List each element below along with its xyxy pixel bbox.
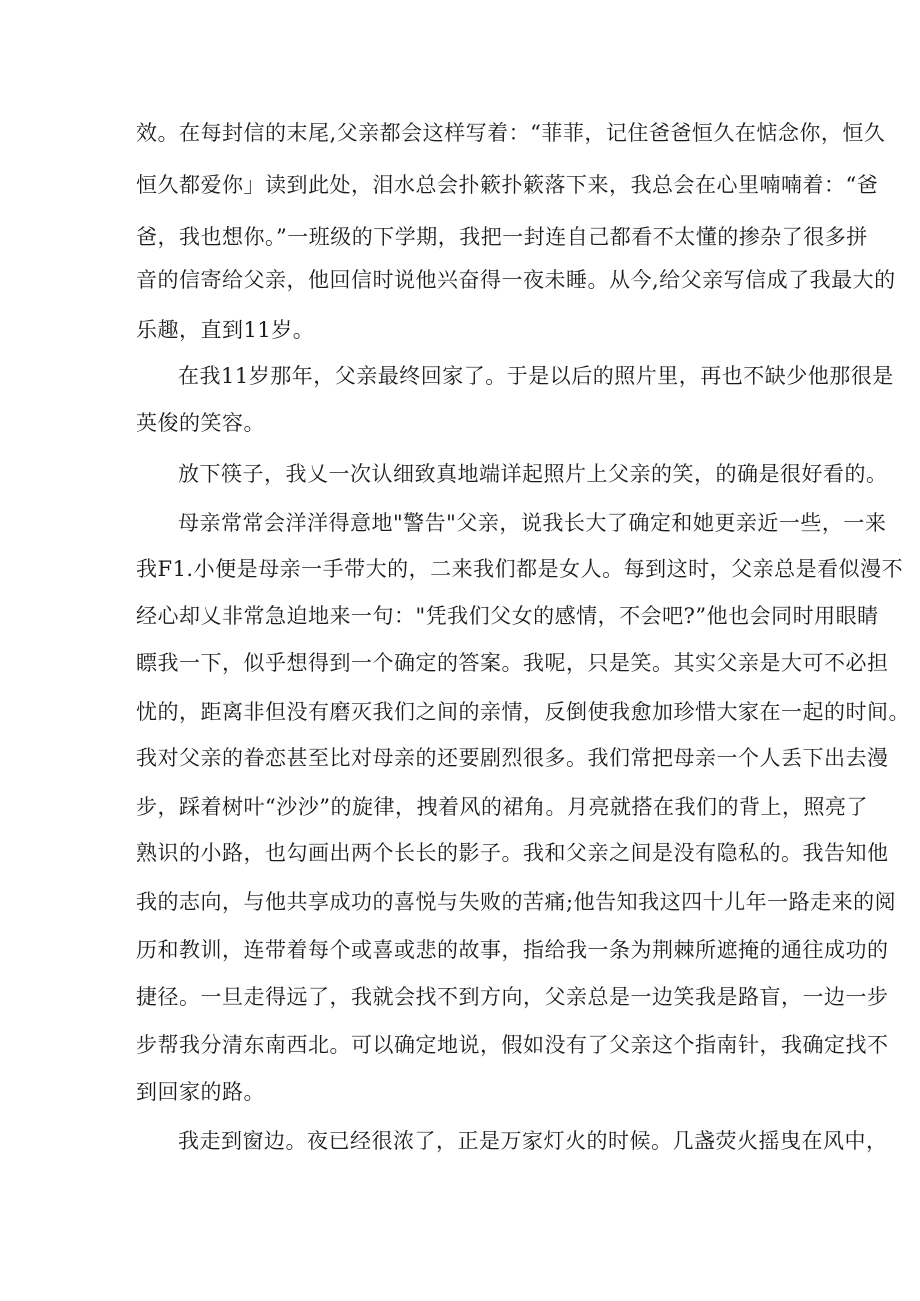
text-line: 爸，我也想你。”一班级的下学期，我把一封连自己都看不太懂的掺杂了很多拼 (136, 225, 868, 249)
text-line: 我F1.小便是母亲一手带大的，二来我们都是女人。每到这时，父亲总是看似漫不 (136, 557, 904, 581)
text-line: 捷径。一旦走得远了，我就会找不到方向，父亲总是一边笑我是路盲，一边一步 (136, 985, 889, 1009)
text-line: 经心却乂非常急迫地来一句："凭我们父女的感情，不会吧?”他也会同时用眼睛 (136, 604, 879, 628)
text-line: 我的志向，与他共享成功的喜悦与失败的苦痛;他告知我这四十儿年一路走来的阅 (136, 890, 897, 914)
text-line: 步，踩着树叶“沙沙”的旋律，拽着风的裙角。月亮就搭在我们的背上，照亮了 (136, 795, 868, 819)
text-line: 在我11岁那年，父亲最终回家了。于是以后的照片里，再也不缺少他那很是 (178, 364, 894, 388)
text-line: 母亲常常会洋洋得意地"警告"父亲，说我长大了确定和她更亲近一些，一来 (178, 511, 887, 535)
text-line: 步帮我分清东南西北。可以确定地说，假如没有了父亲这个指南针，我确定找不 (136, 1033, 889, 1057)
text-line: 放下筷子，我乂一次认细致真地端详起照片上父亲的笑，的确是很好看的。 (178, 462, 888, 486)
text-line: 恒久都爱你」读到此处，泪水总会扑簌扑簌落下来，我总会在心里喃喃着：“爸 (136, 173, 879, 197)
text-line: 效。在每封信的末尾,父亲都会这样写着：“菲菲，记住爸爸恒久在惦念你，恒久 (136, 121, 886, 145)
text-line: 熟识的小路，也勾画出两个长长的影子。我和父亲之间是没有隐私的。我告知他 (136, 841, 889, 865)
text-line: 忧的，距离非但没有磨灭我们之间的亲情，反倒使我愈加珍惜大家在一起的时间。 (136, 700, 910, 724)
text-line: 我走到窗边。夜已经很浓了，正是万家灯火的时候。几盏荧火摇曳在风中， (178, 1129, 888, 1153)
text-line: 英俊的笑容。 (136, 411, 265, 435)
text-line: 瞟我一下，似乎想得到一个确定的答案。我呢，只是笑。其实父亲是大可不必担 (136, 651, 889, 675)
text-line: 我对父亲的眷恋甚至比对母亲的还要剧烈很多。我们常把母亲一个人丢下出去漫 (136, 746, 889, 770)
text-line: 音的信寄给父亲，他回信时说他兴奋得一夜未睡。从今,给父亲写信成了我最大的 (136, 268, 896, 292)
text-line: 到回家的路。 (136, 1080, 265, 1104)
text-line: 历和教训，连带着每个或喜或悲的故事，指给我一条为荆棘所遮掩的通往成功的 (136, 938, 889, 962)
text-line: 乐趣，直到11岁。 (136, 318, 315, 342)
